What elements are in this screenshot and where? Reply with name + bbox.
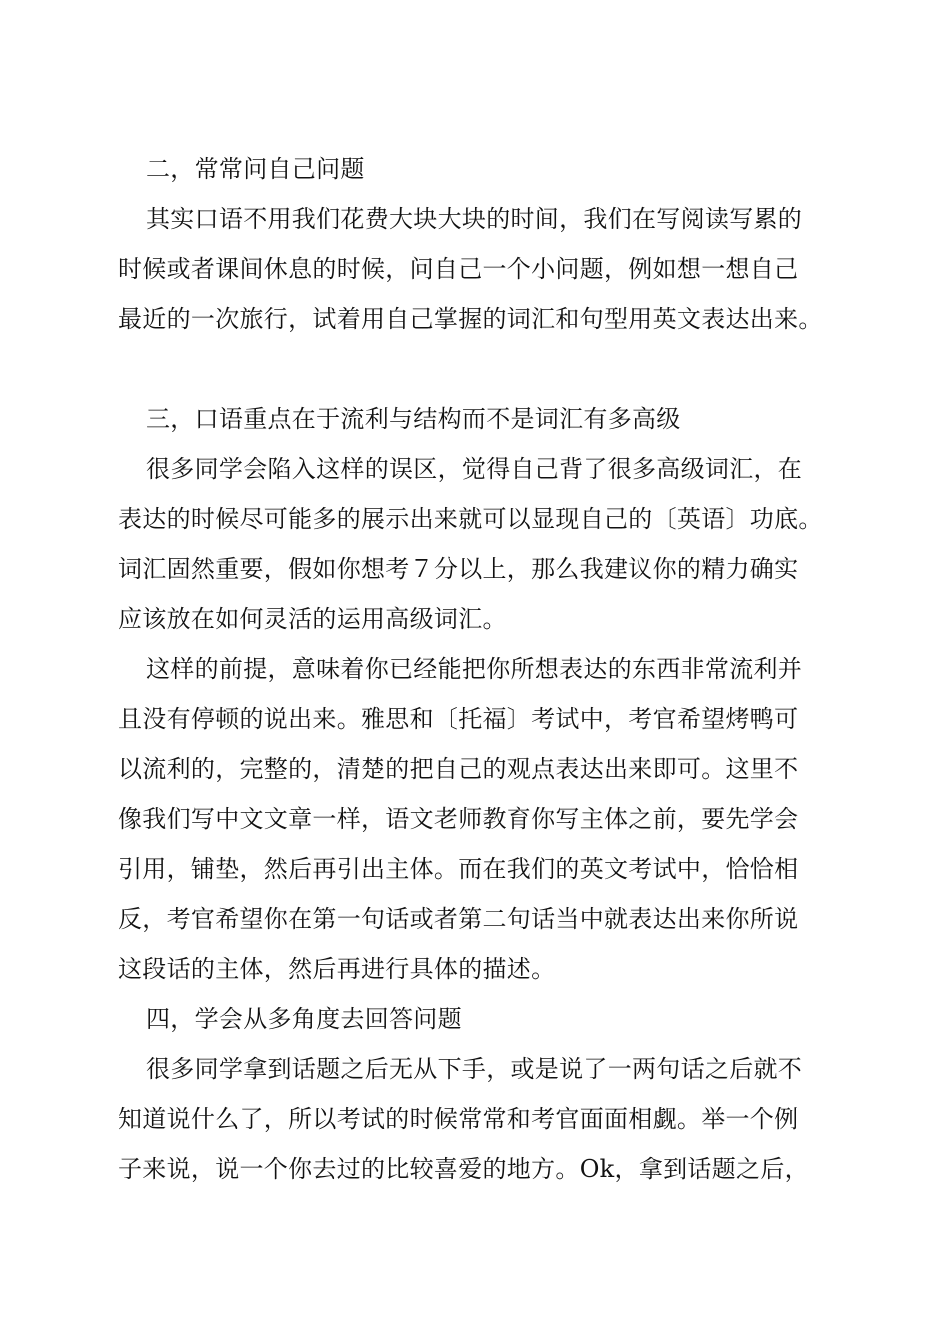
paragraph-line: 反，考官希望你在第一句话或者第二句话当中就表达出来你所说 — [118, 905, 799, 933]
paragraph-line: 很多同学拿到话题之后无从下手，或是说了一两句话之后就不 — [146, 1055, 803, 1083]
paragraph-line: 表达的时候尽可能多的展示出来就可以显现自己的〔英语〕功底。 — [118, 505, 823, 533]
paragraph-line: 子来说，说一个你去过的比较喜爱的地方。Ok，拿到话题之后， — [118, 1155, 809, 1183]
paragraph-line: 词汇固然重要，假如你想考７分以上，那么我建议你的精力确实 — [118, 555, 799, 583]
paragraph-line: 最近的一次旅行，试着用自己掌握的词汇和句型用英文表达出来。 — [118, 305, 823, 333]
paragraph-line: 应该放在如何灵活的运用高级词汇。 — [118, 605, 507, 633]
paragraph-line: 这段话的主体，然后再进行具体的描述。 — [118, 955, 556, 983]
paragraph-line: 时候或者课间休息的时候，问自己一个小问题，例如想一想自己 — [118, 255, 799, 283]
paragraph-line: 像我们写中文文章一样，语文老师教育你写主体之前，要先学会 — [118, 805, 799, 833]
paragraph-line: 其实口语不用我们花费大块大块的时间，我们在写阅读写累的 — [146, 205, 803, 233]
paragraph-line: 且没有停顿的说出来。雅思和〔托福〕考试中，考官希望烤鸭可 — [118, 705, 799, 733]
paragraph-line: 这样的前提，意味着你已经能把你所想表达的东西非常流利并 — [146, 655, 803, 683]
section-heading-2: 二，常常问自己问题 — [146, 155, 365, 183]
paragraph-line: 很多同学会陷入这样的误区，觉得自己背了很多高级词汇，在 — [146, 455, 803, 483]
paragraph-line: 知道说什么了，所以考试的时候常常和考官面面相觑。举一个例 — [118, 1105, 799, 1133]
section-heading-3: 三，口语重点在于流利与结构而不是词汇有多高级 — [146, 405, 681, 433]
paragraph-line: 以流利的，完整的，清楚的把自己的观点表达出来即可。这里不 — [118, 755, 799, 783]
paragraph-line: 引用，铺垫，然后再引出主体。而在我们的英文考试中，恰恰相 — [118, 855, 799, 883]
section-heading-4: 四，学会从多角度去回答问题 — [146, 1005, 462, 1033]
